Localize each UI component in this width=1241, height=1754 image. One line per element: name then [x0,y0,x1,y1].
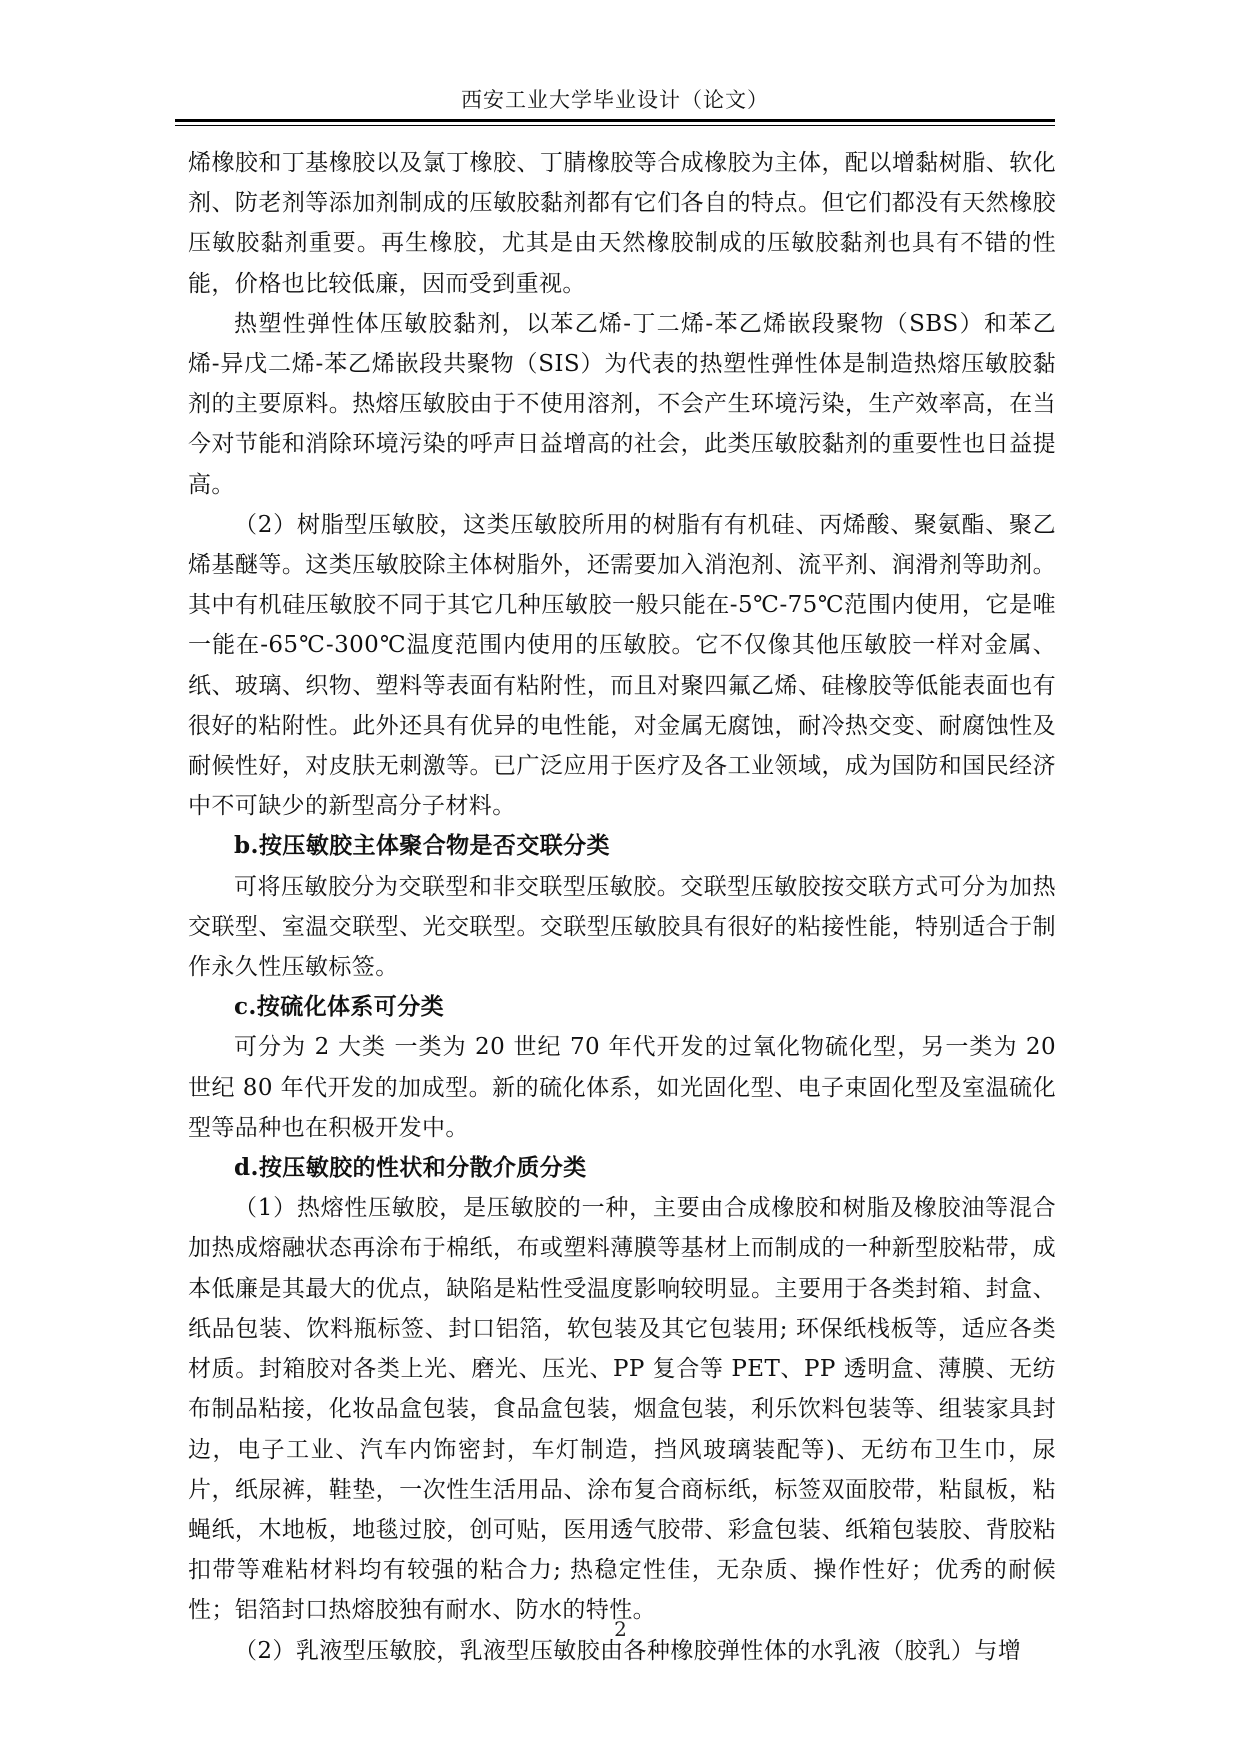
header-rule-thick [175,119,1055,122]
section-heading: c.按硫化体系可分类 [234,993,445,1021]
paragraph: （2）树脂型压敏胶，这类压敏胶所用的树脂有有机硅、丙烯酸、聚氨酯、聚乙烯基醚等。这类压敏胶除主体树脂外，还需要加入消泡剂、流平剂、润滑剂等助剂。其中有机硅压敏胶不同于其它几种压敏胶一般只能在-5℃-75℃范围内使用，它是唯一能在-65℃-300℃温度范围内使用的压敏胶。它不仅像其他压敏胶一样对金属、纸、玻璃、织物、塑料等表面有粘附性，而且对聚四氟乙烯、硅橡胶等低能表面也有很好的粘附性。此外还具有优异的电性能，对金属无腐蚀，耐冷热交变、耐腐蚀性及耐候性好，对皮肤无刺激等。已广泛应用于医疗及各工业领域，成为国防和国民经济中不可缺少的新型高分子材料。 [188,511,1056,820]
paragraph: 烯橡胶和丁基橡胶以及氯丁橡胶、丁腈橡胶等合成橡胶为主体，配以增黏树脂、软化剂、防老剂等添加剂制成的压敏胶黏剂都有它们各自的特点。但它们都没有天然橡胶压敏胶黏剂重要。再生橡胶，尤其是由天然橡胶制成的压敏胶黏剂也具有不错的性能，价格也比较低廉，因而受到重视。 [188,150,1056,297]
paragraph: 热塑性弹性体压敏胶黏剂，以苯乙烯-丁二烯-苯乙烯嵌段聚物（SBS）和苯乙烯-异戊二烯-苯乙烯嵌段共聚物（SIS）为代表的热塑性弹性体是制造热熔压敏胶黏剂的主要原料。热熔压敏胶由于不使用溶剂，不会产生环境污染，生产效率高，在当今对节能和消除环境污染的呼声日益增高的社会，此类压敏胶黏剂的重要性也日益提高。 [188,310,1056,498]
paragraph: （1）热熔性压敏胶，是压敏胶的一种，主要由合成橡胶和树脂及橡胶油等混合加热成熔融状态再涂布于棉纸，布或塑料薄膜等基材上而制成的一种新型胶粘带，成本低廉是其最大的优点，缺陷是粘性受温度影响较明显。主要用于各类封箱、封盒、纸品包装、饮料瓶标签、封口铝箔，软包装及其它包装用; 环保纸栈板等，适应各类材质。封箱胶对各类上光、磨光、压光、PP 复合等 PET、PP 透明盒、薄膜、无纺布制品粘接，化妆品盒包装，食品盒包装，烟盒包装，利乐饮料包装等、组装家具封边，电子工业、汽车内饰密封，车灯制造，挡风玻璃装配等)、无纺布卫生巾，尿片，纸尿裤，鞋垫，一次性生活用品、涂布复合商标纸，标签双面胶带，粘鼠板，粘蝇纸，木地板，地毯过胶，创可贴，医用透气胶带、彩盒包装、纸箱包装胶、背胶粘扣带等难粘材料均有较强的粘合力; 热稳定性佳，无杂质、操作性好；优秀的耐候性；铝箔封口热熔胶独有耐水、防水的特性。 [188,1195,1056,1624]
paragraph: （2）乳液型压敏胶，乳液型压敏胶由各种橡胶弹性体的水乳液（胶乳）与增 [234,1637,1022,1664]
paragraph: 可分为 2 大类 一类为 20 世纪 70 年代开发的过氧化物硫化型，另一类为 20 世纪 80 年代开发的加成型。新的硫化体系，如光固化型、电子束固化型及室温硫化型等品种也在积极开发中。 [188,1034,1056,1141]
page-number: 2 [614,1617,627,1641]
section-heading: b.按压敏胶主体聚合物是否交联分类 [234,832,610,860]
page-header-title: 西安工业大学毕业设计（论文） [461,88,769,112]
header-rule-thin [175,125,1055,126]
section-heading: d.按压敏胶的性状和分散介质分类 [234,1154,587,1182]
paragraph: 可将压敏胶分为交联型和非交联型压敏胶。交联型压敏胶按交联方式可分为加热交联型、室温交联型、光交联型。交联型压敏胶具有很好的粘接性能，特别适合于制作永久性压敏标签。 [188,873,1056,981]
document-body [188,143,1056,1671]
